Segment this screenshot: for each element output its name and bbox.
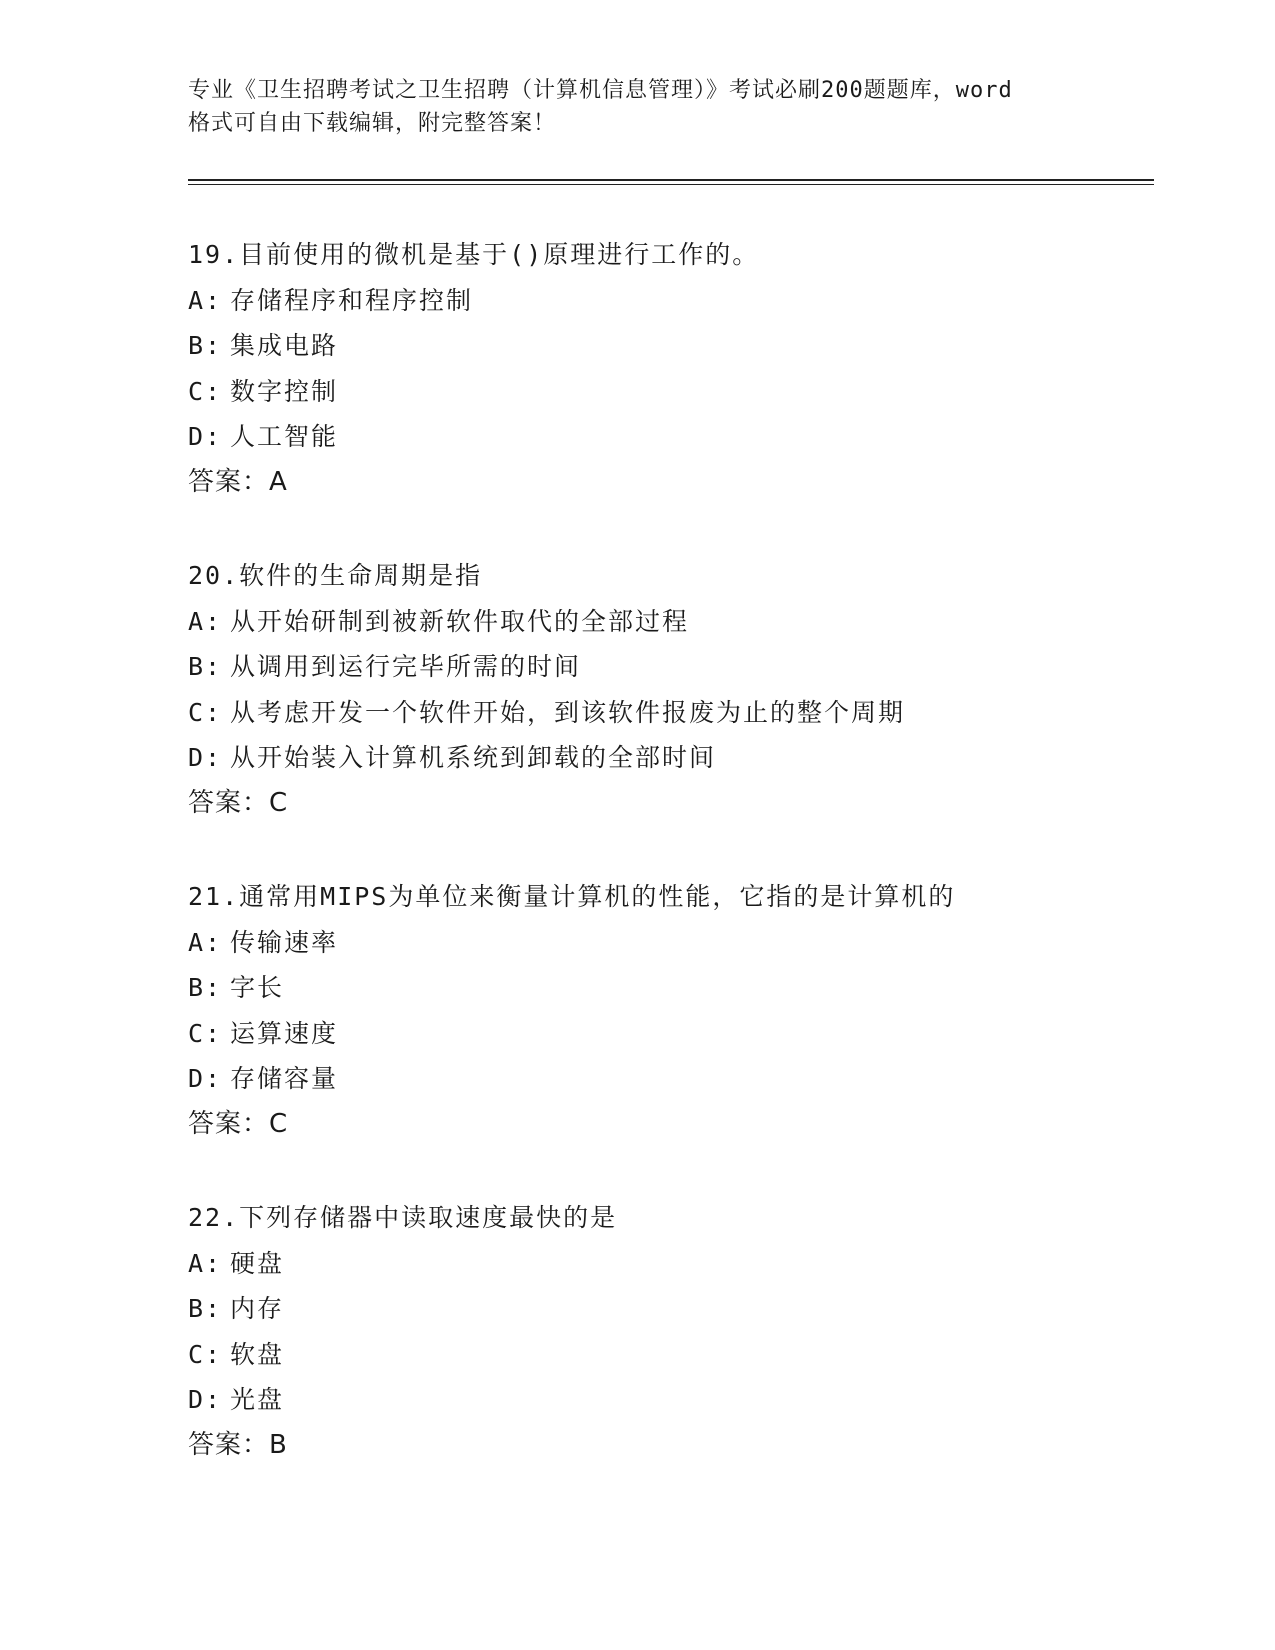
answer-line (188, 1423, 1178, 1469)
answer-value: B (269, 1429, 288, 1460)
answer-label: 答案： (188, 787, 270, 818)
option-key: C: (188, 1018, 223, 1048)
option-key: B: (188, 1294, 223, 1324)
option-text: 软盘 (230, 1339, 285, 1369)
option-key: B: (188, 331, 223, 361)
header-divider-top (188, 179, 1154, 181)
option-text: 存储容量 (230, 1064, 339, 1094)
option-b (188, 965, 1178, 1011)
option-c (188, 690, 1178, 736)
header-divider-bottom (188, 184, 1154, 185)
option-d (188, 1377, 1178, 1423)
question-stem: 22.下列存储器中读取速度最快的是 (188, 1203, 618, 1232)
answer-value: C (269, 1108, 289, 1139)
option-key: C: (188, 697, 223, 727)
answer-value: C (269, 787, 289, 818)
option-b (188, 1286, 1178, 1332)
answer-line (188, 1102, 1178, 1148)
option-key: A: (188, 927, 223, 957)
question-block (188, 1195, 1178, 1469)
option-key: B: (188, 652, 223, 682)
option-text: 从开始研制到被新软件取代的全部过程 (230, 606, 690, 636)
option-c (188, 1332, 1178, 1378)
answer-label: 答案： (188, 1429, 270, 1460)
option-c (188, 369, 1178, 415)
option-key: A: (188, 285, 223, 315)
option-text: 传输速率 (230, 927, 339, 957)
option-a (188, 599, 1178, 645)
option-a (188, 278, 1178, 324)
answer-label: 答案： (188, 1108, 270, 1139)
option-text: 人工智能 (230, 422, 339, 452)
option-key: D: (188, 1064, 223, 1094)
option-d (188, 735, 1178, 781)
option-text: 硬盘 (230, 1248, 285, 1278)
option-b (188, 323, 1178, 369)
header-line-1: 专业《卫生招聘考试之卫生招聘（计算机信息管理）》考试必刷200题题库，word (188, 78, 1013, 103)
option-text: 字长 (230, 973, 285, 1003)
option-a (188, 1241, 1178, 1287)
option-key: C: (188, 1339, 223, 1369)
option-key: D: (188, 1385, 223, 1415)
answer-line (188, 460, 1178, 506)
option-key: D: (188, 743, 223, 773)
option-text: 运算速度 (230, 1018, 339, 1048)
option-text: 光盘 (230, 1385, 285, 1415)
option-c (188, 1011, 1178, 1057)
question-block (188, 232, 1178, 506)
option-d (188, 1056, 1178, 1102)
answer-value: A (269, 466, 288, 497)
answer-label: 答案： (188, 466, 270, 497)
option-a (188, 920, 1178, 966)
option-b (188, 644, 1178, 690)
answer-line (188, 781, 1178, 827)
question-stem: 19.目前使用的微机是基于()原理进行工作的。 (188, 240, 760, 269)
option-d (188, 414, 1178, 460)
option-key: A: (188, 1248, 223, 1278)
question-block (188, 874, 1178, 1148)
option-text: 数字控制 (230, 376, 339, 406)
option-text: 集成电路 (230, 331, 339, 361)
option-text: 从开始装入计算机系统到卸载的全部时间 (230, 743, 717, 773)
document-header (188, 74, 1088, 140)
option-key: D: (188, 422, 223, 452)
option-text: 从调用到运行完毕所需的时间 (230, 652, 582, 682)
option-text: 从考虑开发一个软件开始，到该软件报废为止的整个周期 (230, 697, 906, 727)
option-key: C: (188, 376, 223, 406)
question-stem: 21.通常用MIPS为单位来衡量计算机的性能，它指的是计算机的 (188, 882, 956, 911)
option-key: B: (188, 973, 223, 1003)
option-text: 存储程序和程序控制 (230, 285, 474, 315)
question-block (188, 553, 1178, 827)
option-text: 内存 (230, 1294, 285, 1324)
question-stem: 20.软件的生命周期是指 (188, 561, 483, 590)
header-line-2: 格式可自由下载编辑，附完整答案！ (188, 111, 557, 136)
option-key: A: (188, 606, 223, 636)
